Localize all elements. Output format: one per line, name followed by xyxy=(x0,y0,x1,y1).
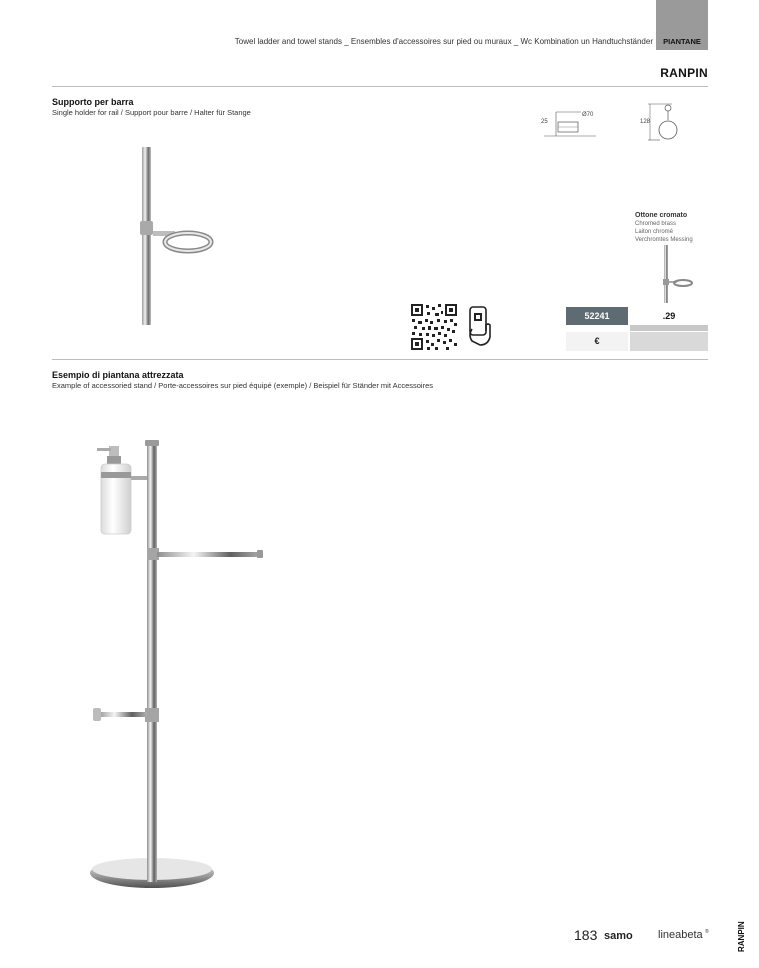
divider xyxy=(52,86,708,87)
side-collection-label: RANPIN xyxy=(737,921,746,952)
dimension-height: 25 xyxy=(541,119,548,125)
page-number: 183 xyxy=(574,927,598,943)
product-photo xyxy=(130,145,225,330)
category-tab-label: PIANTANE xyxy=(663,37,701,46)
brand-line: lineabeta xyxy=(658,929,703,941)
dimension-drop: 128 xyxy=(640,119,651,125)
finish-thumbnail xyxy=(658,245,698,305)
finish-line: Laiton chromé xyxy=(635,229,674,235)
currency-label: € xyxy=(566,332,628,351)
qr-code[interactable] xyxy=(410,303,458,351)
phone-scan-icon xyxy=(466,305,494,347)
product-title: Supporto per barra xyxy=(52,97,134,107)
category-tab[interactable] xyxy=(656,0,708,50)
dimension-diameter: Ø70 xyxy=(582,112,594,118)
product-subtitle: Single holder for rail / Support pour barre / Halter für Stange xyxy=(52,108,251,117)
finish-line: Verchromtes Messing xyxy=(635,237,693,243)
example-subtitle: Example of accessoried stand / Porte-accessoires sur pied équipé (exemple) / Beispiel für Ständer mit Accessoires xyxy=(52,381,434,390)
product-code: 52241 xyxy=(566,307,628,325)
table-empty-cell xyxy=(630,332,708,351)
breadcrumb: Towel ladder and towel stands _ Ensembles d'accessoires sur pied ou muraux _ Wc Kombination un Handtuchständer xyxy=(234,37,653,46)
collection-title: RANPIN xyxy=(660,66,708,80)
finish-line: Chromed brass xyxy=(635,221,677,227)
trademark-mark: ® xyxy=(705,929,709,935)
side-view-drawing xyxy=(536,106,606,146)
divider xyxy=(52,359,708,360)
table-stripe xyxy=(630,325,708,331)
brand-logo: samo xyxy=(604,930,633,942)
example-title: Esempio di piantana attrezzata xyxy=(52,370,184,380)
finish-name: Ottone cromato xyxy=(635,212,688,219)
price-value: .29 xyxy=(662,311,676,321)
example-stand-photo xyxy=(85,438,270,893)
